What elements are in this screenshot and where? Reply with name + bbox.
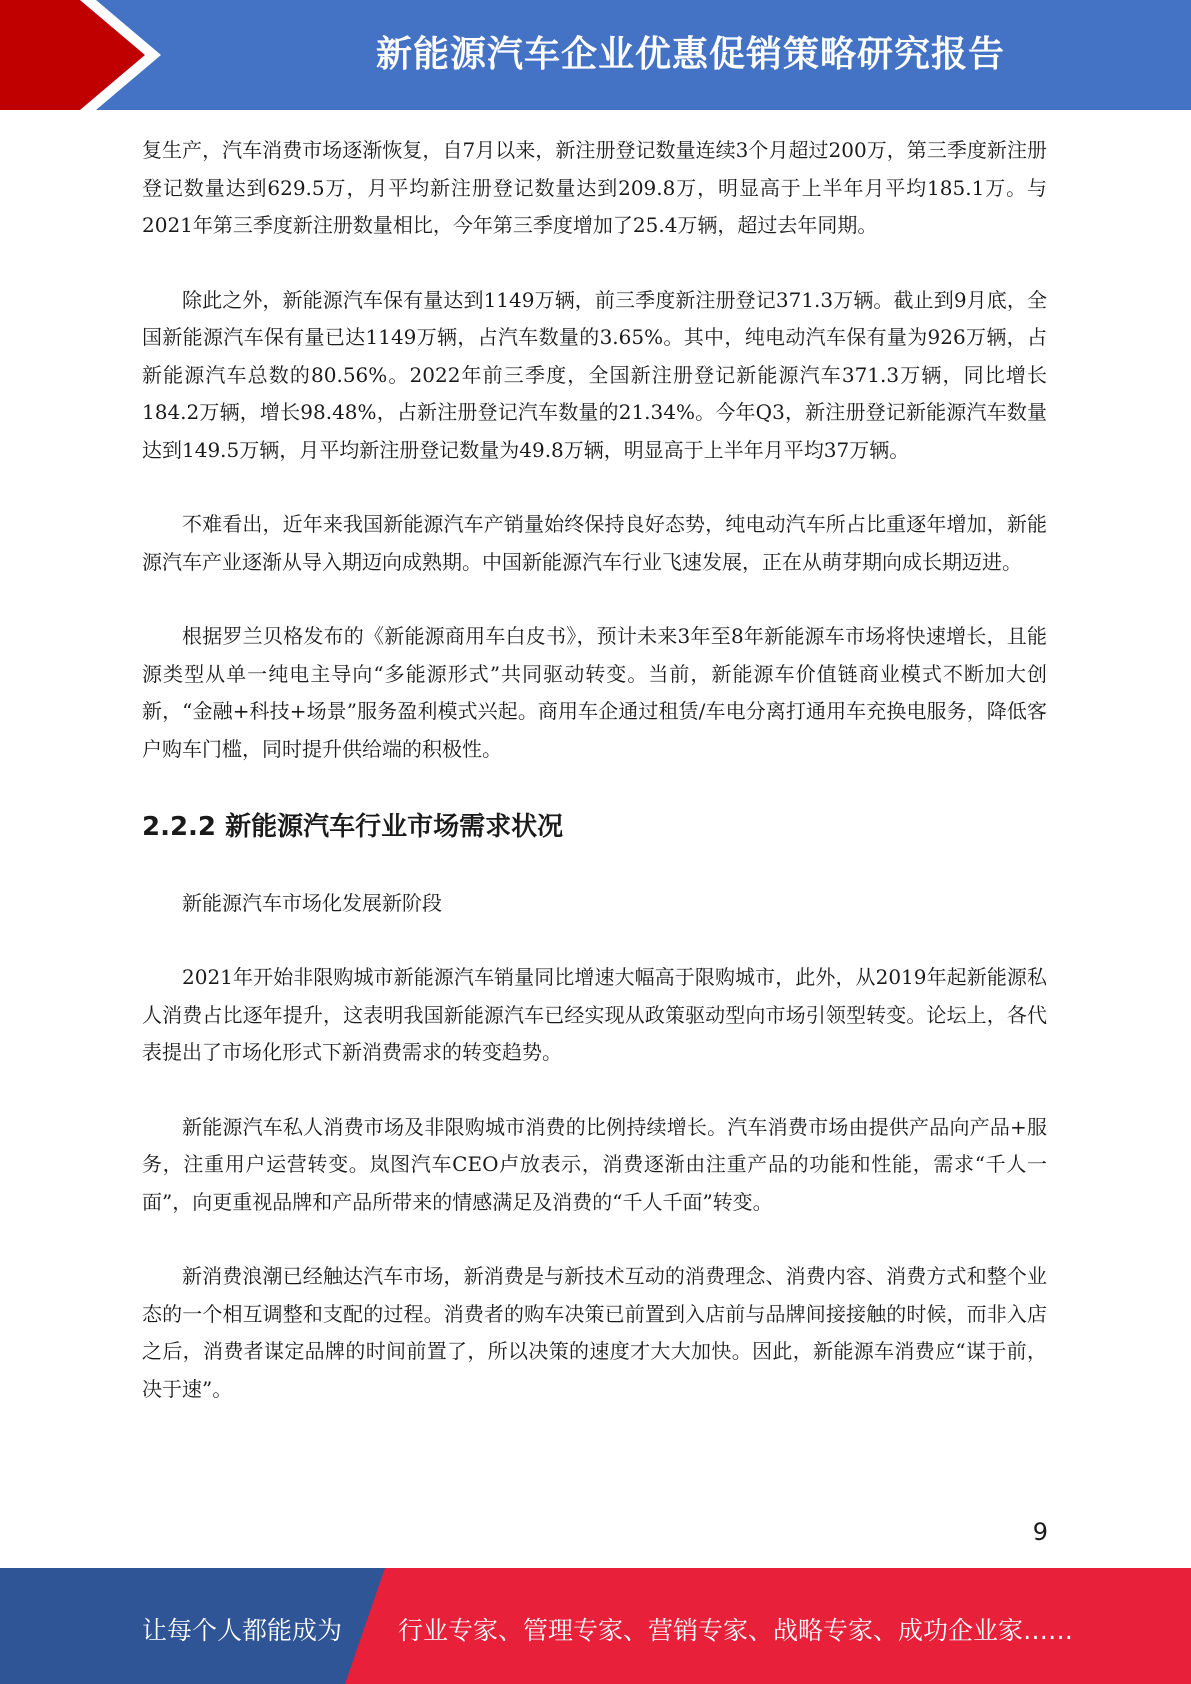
- header-title: 新能源汽车企业优惠促销策略研究报告: [375, 34, 1005, 75]
- section-paragraph-3: 新消费浪潮已经触达汽车市场，新消费是与新技术互动的消费理念、消费内容、消费方式和整个业态的一个相互调整和支配的过程。消费者的购车决策已前置到入店前与品牌间接接触的时候，而非入店之后，消费者谋定品牌的时间前置了，所以决策的速度才大大加快。因此，新能源车消费应“谋于前，决于速”。: [142, 1264, 1047, 1401]
- paragraph-4: 根据罗兰贝格发布的《新能源商用车白皮书》，预计未来3年至8年新能源车市场将快速增长，且能源类型从单一纯电主导向“多能源形式”共同驱动转变。当前，新能源车价值链商业模式不断加大创新，“金融+科技+场景”服务盈利模式兴起。商用车企通过租赁/车电分离打通用车充换电服务，降低客户购车门槛，同时提升供给端的积极性。: [142, 624, 1047, 761]
- section-subheading: 新能源汽车市场化发展新阶段: [182, 891, 442, 915]
- page-number: 9: [1032, 1518, 1048, 1546]
- paragraph-2: 除此之外，新能源汽车保有量达到1149万辆，前三季度新注册登记371.3万辆。截止到9月底，全国新能源汽车保有量已达1149万辆，占汽车数量的3.65%。其中，纯电动汽车保有量为926万辆，占新能源汽车总数的80.56%。2022年前三季度，全国新注册登记新能源汽车371.3万辆，同比增长184.2万辆，增长98.48%，占新注册登记汽车数量的21.34%。今年Q3，新注册登记新能源汽车数量达到149.5万辆，月平均新注册登记数量为49.8万辆，明显高于上半年月平均37万辆。: [142, 287, 1047, 462]
- section-paragraph-1: 2021年开始非限购城市新能源汽车销量同比增速大幅高于限购城市，此外，从2019年起新能源私人消费占比逐年提升，这表明我国新能源汽车已经实现从政策驱动型向市场引领型转变。论坛上，各代表提出了市场化形式下新消费需求的转变趋势。: [142, 965, 1047, 1064]
- paragraph-1: 复生产，汽车消费市场逐渐恢复，自7月以来，新注册登记数量连续3个月超过200万，第三季度新注册登记数量达到629.5万，月平均新注册登记数量达到209.8万，明显高于上半年月平均185.1万。与2021年第三季度新注册数量相比，今年第三季度增加了25.4万辆，超过去年同期。: [142, 138, 1047, 237]
- header-red-arrow: [0, 0, 145, 110]
- page-footer: [0, 1568, 1191, 1684]
- footer-slogan-right: 行业专家、管理专家、营销专家、战略专家、成功企业家……: [398, 1616, 1074, 1645]
- document-body: [142, 132, 1047, 1445]
- footer-slogan-left: 让每个人都能成为: [142, 1616, 343, 1645]
- section-heading: 2.2.2 新能源汽车行业市场需求状况: [142, 812, 564, 842]
- paragraph-3: 不难看出，近年来我国新能源汽车产销量始终保持良好态势，纯电动汽车所占比重逐年增加，新能源汽车产业逐渐从导入期迈向成熟期。中国新能源汽车行业飞速发展，正在从萌芽期向成长期迈进。: [142, 512, 1047, 574]
- section-paragraph-2: 新能源汽车私人消费市场及非限购城市消费的比例持续增长。汽车消费市场由提供产品向产品+服务，注重用户运营转变。岚图汽车CEO卢放表示，消费逐渐由注重产品的功能和性能，需求“千人一面”，向更重视品牌和产品所带来的情感满足及消费的“千人千面”转变。: [142, 1114, 1047, 1214]
- page-header: [0, 0, 1191, 110]
